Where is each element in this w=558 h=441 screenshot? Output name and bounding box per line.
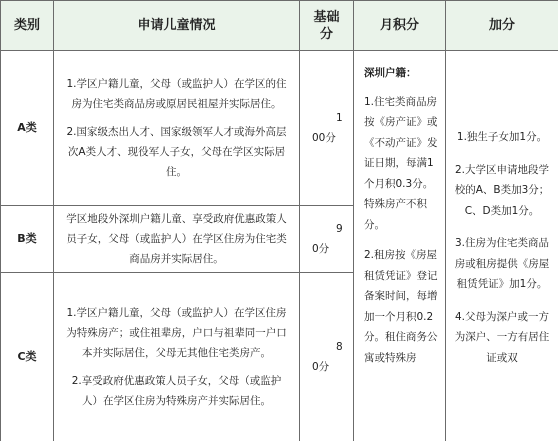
header-monthly: 月积分 [354,1,446,51]
base-score-line1: 8 [336,341,343,353]
category-cell: A类 [1,51,54,206]
conditions-cell [54,273,300,441]
bonus-rule: 4.父母为深户或一方为深户、一方有居住证或双 [454,310,550,364]
conditions-cell [54,51,300,206]
monthly-rule: 2.租房按《房屋租赁凭证》登记备案时间，每增加一个月积0.2分。租住商务公寓或特殊房 [364,249,438,364]
base-score-cell [300,206,354,273]
category-cell: B类 [1,206,54,273]
base-score-cell [300,51,354,206]
conditions-cell [54,206,300,273]
header-row [1,1,558,51]
bonus-rule: 3.住房为住宅类商品房或租房提供《房屋租赁凭证》加1分。 [454,237,550,290]
base-score-line2: 0分 [312,243,330,255]
condition-text: 学区地段外深圳户籍儿童、享受政府优惠政策人员子女，父母（或监护人）在学区住房为住宅类商品房并实际居住。 [66,213,287,265]
base-score-line2: 0分 [312,361,330,373]
header-base-line2: 分 [319,26,333,42]
base-score-cell [300,273,354,441]
header-conditions: 申请儿童情况 [54,1,300,51]
header-base-score [300,1,354,51]
bonus-rule: 1.独生子女加1分。 [456,131,548,143]
base-score-line2: 00分 [312,132,336,144]
header-category: 类别 [1,1,54,51]
header-bonus: 加分 [446,1,558,51]
header-base-line1: 基础 [313,9,340,25]
condition-text: 1.学区户籍儿童，父母（或监护人）在学区住房为特殊房产；或住祖辈房，户口与祖辈同一户口本并实际居住，父母无其他住宅类房产。 [66,307,287,359]
condition-text: 2.享受政府优惠政策人员子女，父母（或监护人）在学区住房为特殊房产并实际居住。 [71,375,282,407]
category-cell: C类 [1,273,54,441]
monthly-heading: 深圳户籍： [364,67,417,79]
bonus-points-cell [446,51,558,441]
condition-text: 1.学区户籍儿童，父母（或监护人）在学区的住房为住宅类商品房或原居民祖屋并实际居住。 [66,78,287,110]
base-score-line1: 1 [336,112,343,124]
bonus-rule: 2.大学区申请地段学校的A、B类加3分；C、D类加1分。 [454,163,550,217]
base-score-line1: 9 [336,223,343,235]
monthly-rule: 1.住宅类商品房按《房产证》或《不动产证》发证日期，每满1个月积0.3分。特殊房产不积分。 [364,95,438,231]
table-row [1,51,558,206]
monthly-points-cell [354,51,446,441]
condition-text: 2.国家级杰出人才、国家级领军人才或海外高层次A类人才、现役军人子女，父母在学区实际居住。 [66,126,287,178]
